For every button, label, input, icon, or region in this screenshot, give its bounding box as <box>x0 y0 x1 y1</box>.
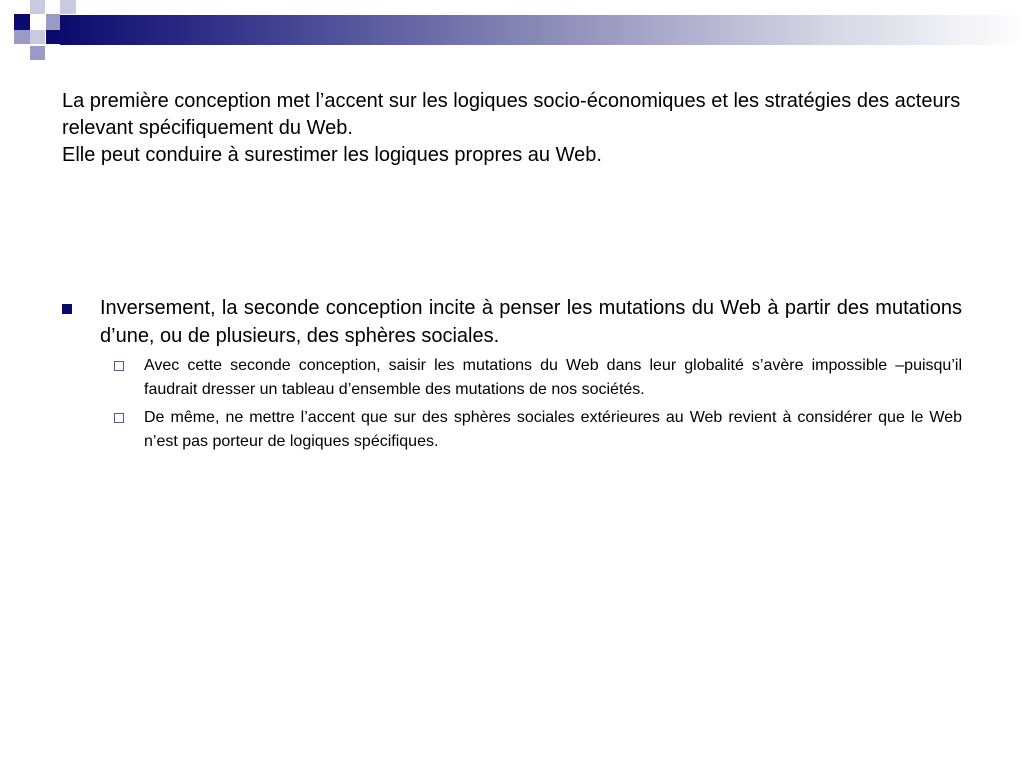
decor-square <box>30 46 45 60</box>
decor-square <box>60 0 76 14</box>
bullet-list <box>62 294 962 458</box>
decor-square <box>14 14 30 30</box>
decor-square <box>46 30 60 44</box>
hollow-square-bullet-icon <box>114 413 124 423</box>
sub-bullet-text: De même, ne mettre l’accent que sur des sphères sociales extérieures au Web revient à considérer que le Web n’est pas porteur de logiques spécifiques. <box>144 409 962 450</box>
sub-bullet-text: Avec cette seconde conception, saisir les mutations du Web dans leur globalité s’avère impossible –puisqu’il faudrait dresser un tableau d’ensemble des mutations de nos sociétés. <box>144 357 962 398</box>
decor-square <box>30 30 45 44</box>
decor-square <box>30 0 45 14</box>
decor-square <box>46 14 60 30</box>
sub-bullet-item <box>62 406 962 454</box>
square-bullet-icon <box>62 304 72 314</box>
bullet-item <box>62 294 962 350</box>
intro-paragraph-1: La première conception met l’accent sur les logiques socio-économiques et les stratégies des acteurs relevant spécifiquement du Web. <box>62 90 961 139</box>
intro-text <box>62 88 962 169</box>
sub-bullet-list <box>62 354 962 454</box>
hollow-square-bullet-icon <box>114 361 124 371</box>
header-gradient-bar <box>60 15 1024 45</box>
decor-square <box>14 30 30 44</box>
intro-paragraph-2: Elle peut conduire à surestimer les logiques propres au Web. <box>62 144 602 166</box>
sub-bullet-item <box>62 354 962 402</box>
bullet-text: Inversement, la seconde conception incite à penser les mutations du Web à partir des mutations d’une, ou de plusieurs, des sphères sociales. <box>100 297 962 347</box>
